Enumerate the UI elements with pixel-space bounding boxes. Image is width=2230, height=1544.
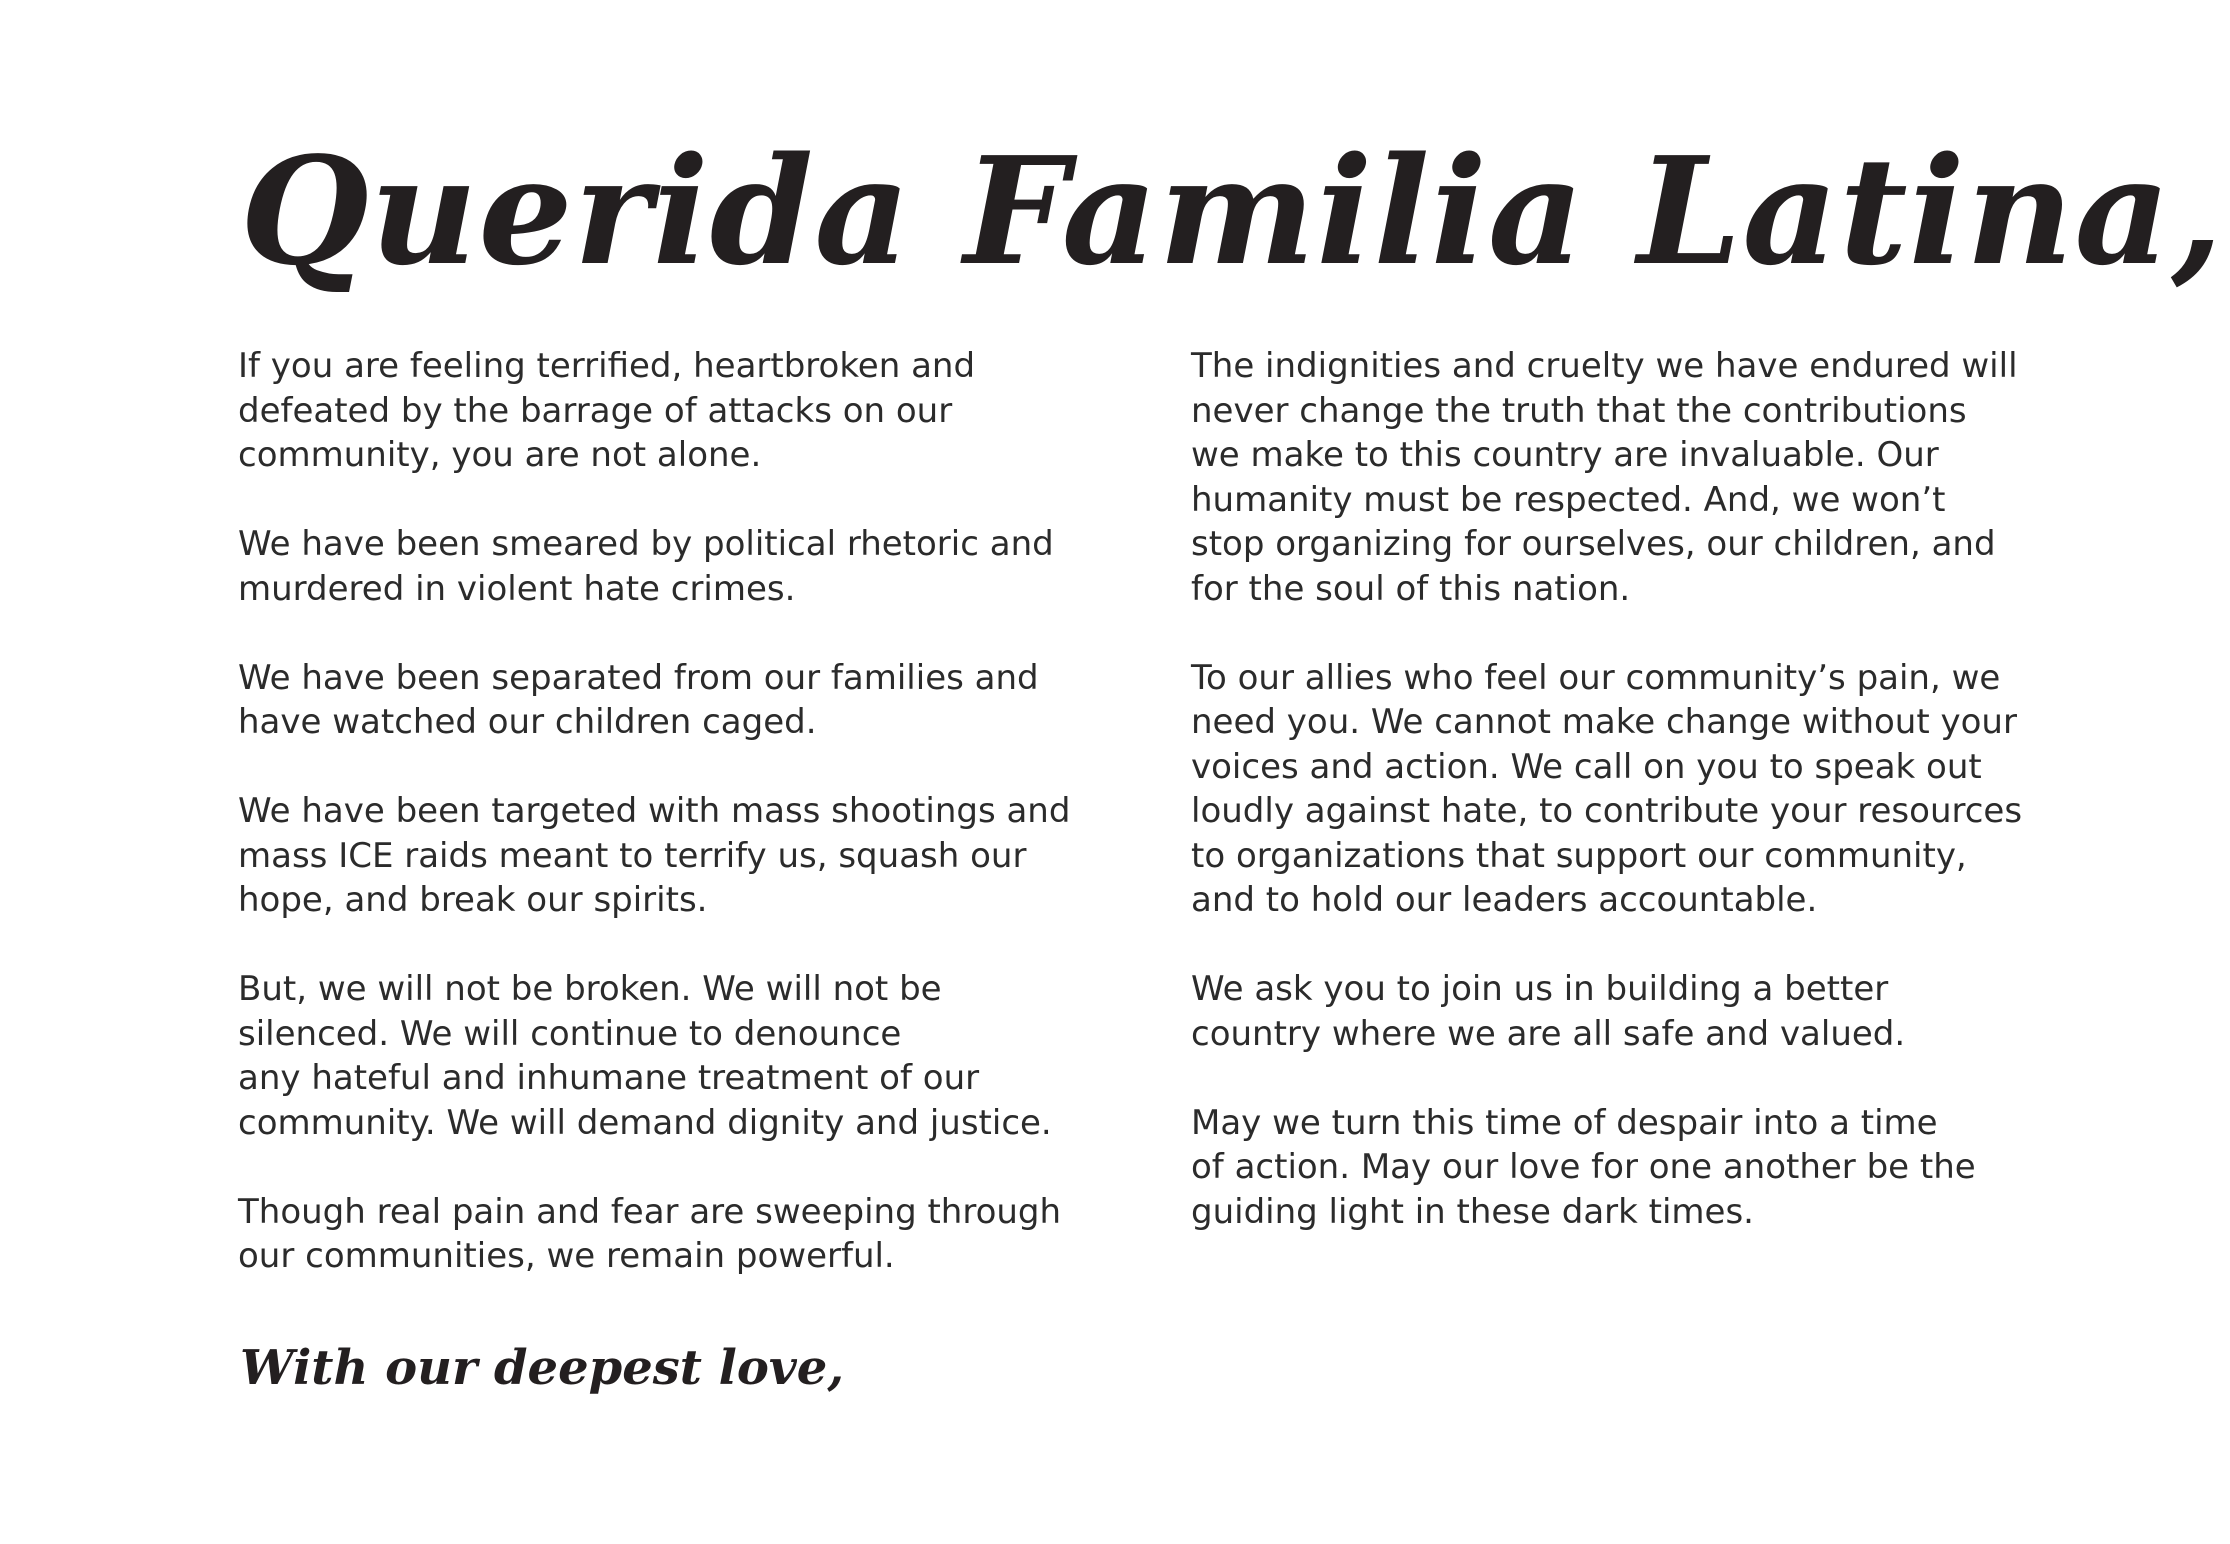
letter-signoff: With our deepest love, [240, 1340, 845, 1396]
right-column [1191, 344, 2071, 1279]
paragraph-indignities: The indignities and cruelty we have endured will never change the truth that the contributions we make to this country are invaluable. Our humanity must be respected. And, we won’t stop organizing for ourselves, our children, and for the soul of this nation. [1191, 346, 2018, 609]
paragraph-time-of-action: May we turn this time of despair into a time of action. May our love for one another be the guiding light in these dark times. [1191, 1102, 1976, 1232]
paragraph-smeared: We have been smeared by political rhetoric and murdered in violent hate crimes. [238, 524, 1054, 609]
paragraph-separated: We have been separated from our families and have watched our children caged. [238, 657, 1039, 742]
paragraph-not-broken: But, we will not be broken. We will not be silenced. We will continue to denounce any hateful and inhumane treatment of our community. We will demand dignity and justice. [238, 969, 1052, 1143]
paragraph-allies: To our allies who feel our community’s pain, we need you. We cannot make change without your voices and action. We call on you to speak out loudly against hate, to contribute your resources to organizations that support our community, and to hold our leaders accountable. [1191, 657, 2023, 920]
left-column [238, 344, 1108, 1323]
paragraph-feeling-terrified: If you are feeling terrified, heartbroken and defeated by the barrage of attacks on our community, you are not alone. [238, 346, 976, 475]
paragraph-remain-powerful: Though real pain and fear are sweeping through our communities, we remain powerful. [238, 1191, 1062, 1276]
paragraph-targeted: We have been targeted with mass shootings and mass ICE raids meant to terrify us, squash our hope, and break our spirits. [238, 791, 1071, 920]
paragraph-join-us: We ask you to join us in building a better country where we are all safe and valued. [1191, 969, 1906, 1054]
letter-headline: Querida Familia Latina, [240, 124, 2224, 298]
